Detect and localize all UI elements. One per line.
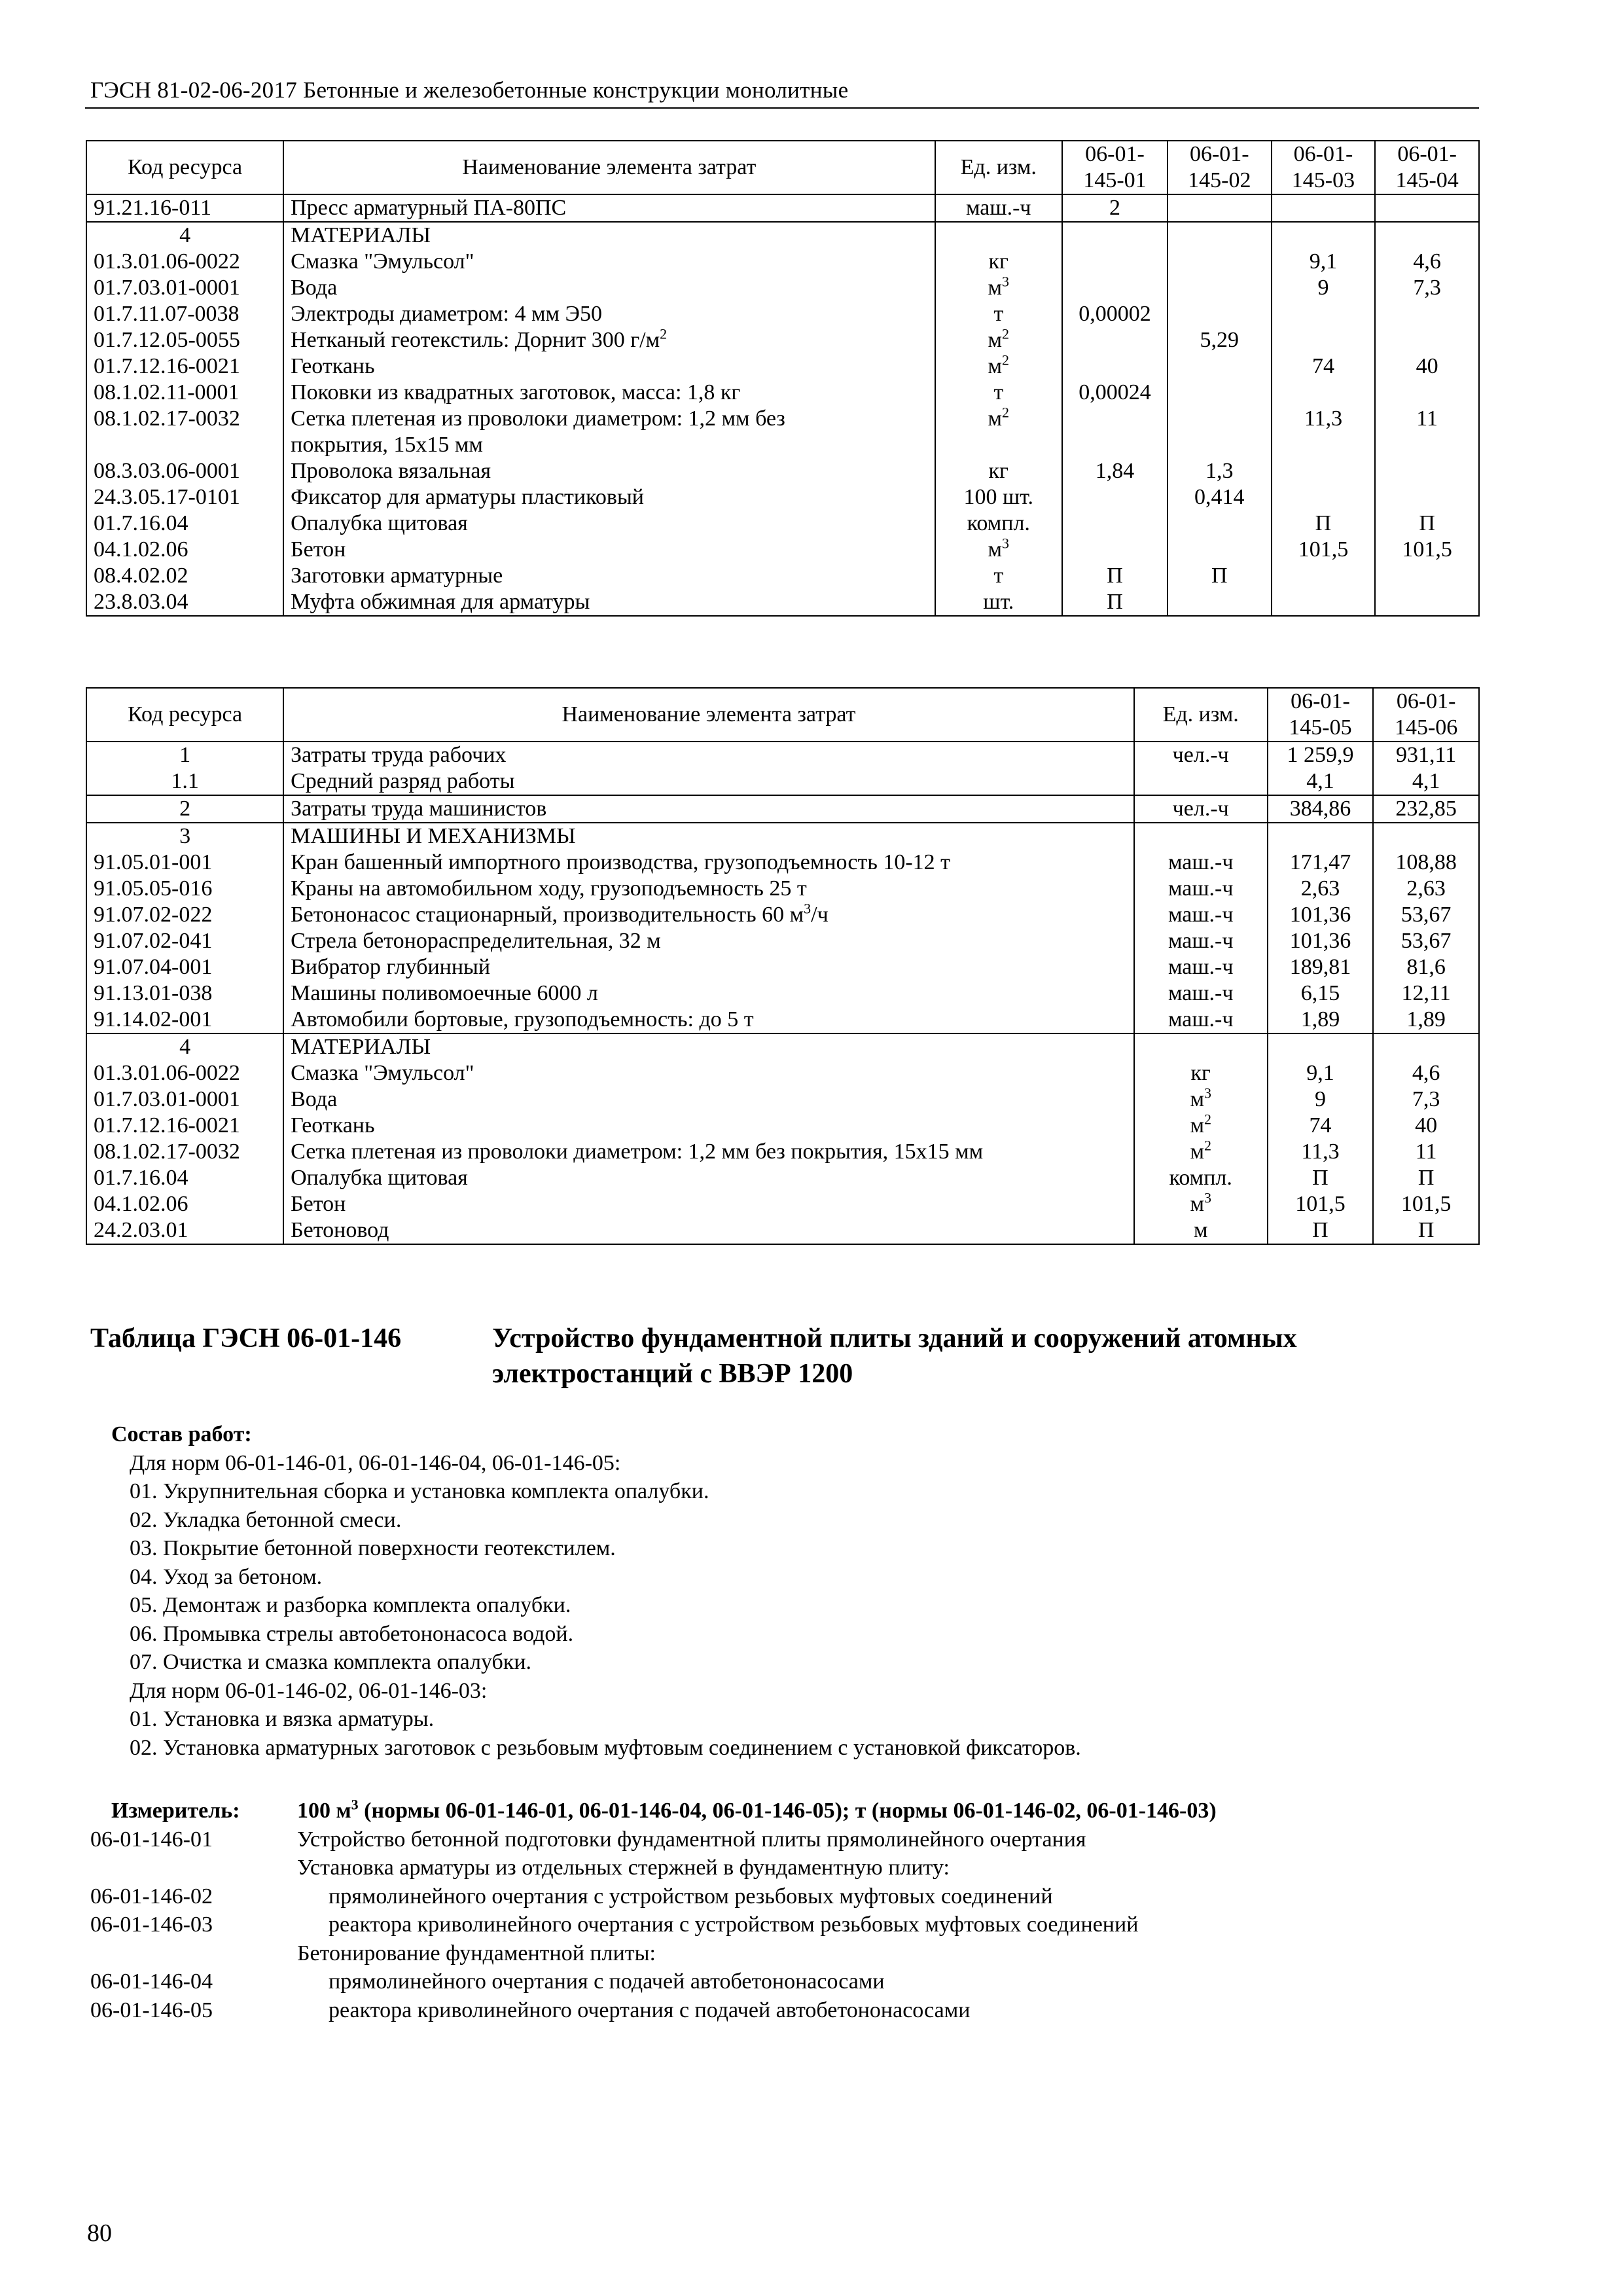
- norm-value: 101,36: [1268, 928, 1374, 954]
- column-header: 06-01- 145-04: [1375, 141, 1479, 194]
- work-composition-list: [110, 1449, 1081, 1763]
- resource-code: 24.3.05.17-0101: [86, 484, 283, 511]
- norm-value: [1272, 380, 1376, 406]
- cost-element-name: Поковки из квадратных заготовок, масса: 1,8 кг: [283, 380, 935, 406]
- norm-item: [90, 1967, 1491, 1996]
- table-row: [86, 876, 1479, 902]
- norm-value: [1168, 301, 1272, 327]
- work-item: Для норм 06-01-146-02, 06-01-146-03:: [130, 1678, 488, 1703]
- cost-element-name: Сетка плетеная из проволоки диаметром: 1,2 мм без покрытия, 15х15 мм: [283, 1139, 1134, 1165]
- norm-value: [1168, 406, 1272, 458]
- cost-element-name: Фиксатор для арматуры пластиковый: [283, 484, 935, 511]
- resource-code: 91.05.01-001: [86, 850, 283, 876]
- norm-value: 6,15: [1268, 980, 1374, 1007]
- table-row: [86, 301, 1479, 327]
- resource-code: 01.3.01.06-0022: [86, 249, 283, 275]
- norm-code: 06-01-146-04: [90, 1969, 213, 1994]
- norm-value: [1168, 353, 1272, 380]
- work-item: 02. Укладка бетонной смеси.: [130, 1507, 402, 1532]
- column-header: Наименование элемента затрат: [283, 688, 1134, 742]
- resource-table-145-05-06: [86, 687, 1480, 1245]
- unit: $м^2$: [935, 327, 1063, 353]
- work-composition-heading: Состав работ:: [111, 1422, 252, 1446]
- resource-code: 23.8.03.04: [86, 589, 283, 616]
- norm-value: 101,5: [1268, 1191, 1374, 1217]
- cost-element-name: Проволока вязальная: [283, 458, 935, 484]
- resource-code: 91.05.05-016: [86, 876, 283, 902]
- cost-element-name: Вода: [283, 275, 935, 301]
- norm-value: П: [1268, 1165, 1374, 1191]
- norm-value: [1373, 823, 1479, 850]
- norm-value: [1062, 275, 1168, 301]
- norm-value: 101,36: [1268, 902, 1374, 928]
- cost-element-name: Бетон: [283, 1191, 1134, 1217]
- measurement-label: Измеритель:: [111, 1799, 240, 1823]
- resource-code: 91.07.04-001: [86, 954, 283, 980]
- resource-code: 91.13.01-038: [86, 980, 283, 1007]
- unit: $м^3$: [1134, 1086, 1268, 1113]
- table-row: [86, 194, 1479, 222]
- norm-value: 40: [1375, 353, 1479, 380]
- unit: чел.-ч: [1134, 795, 1268, 823]
- work-item: 02. Установка арматурных заготовок с резьбовым муфтовым соединением с установкой фиксаторов.: [130, 1735, 1081, 1760]
- resource-code: 2: [86, 795, 283, 823]
- unit: маш.-ч: [1134, 876, 1268, 902]
- norm-value: 101,5: [1272, 537, 1376, 563]
- norm-value: [1168, 194, 1272, 222]
- table-row: [86, 795, 1479, 823]
- resource-code: 01.7.16.04: [86, 1165, 283, 1191]
- unit: кг: [935, 249, 1063, 275]
- norm-value: 11,3: [1272, 406, 1376, 458]
- work-item: 04. Уход за бетоном.: [130, 1564, 323, 1589]
- table-row: [86, 980, 1479, 1007]
- norm-value: 1,84: [1062, 458, 1168, 484]
- resource-code: 01.7.12.16-0021: [86, 1113, 283, 1139]
- work-item: Для норм 06-01-146-01, 06-01-146-04, 06-01-146-05:: [130, 1450, 621, 1475]
- norm-value: [1062, 249, 1168, 275]
- unit: $м^2$: [935, 406, 1063, 458]
- norm-value: [1272, 301, 1376, 327]
- norm-value: [1168, 275, 1272, 301]
- cost-element-name: Бетононасос стационарный, производительность 60 $м^3/ч$: [283, 902, 1134, 928]
- norm-value: [1272, 484, 1376, 511]
- column-header: 06-01- 145-06: [1373, 688, 1479, 742]
- norm-value: 1,89: [1268, 1007, 1374, 1033]
- norm-value: [1062, 484, 1168, 511]
- norm-item: [90, 1996, 1491, 2025]
- cost-element-name: Вода: [283, 1086, 1134, 1113]
- norm-value: [1268, 1033, 1374, 1060]
- table-header-row: [86, 688, 1479, 742]
- column-header: 06-01- 145-02: [1168, 141, 1272, 194]
- unit: маш.-ч: [1134, 1007, 1268, 1033]
- norm-value: [1272, 327, 1376, 353]
- norm-item: [90, 1910, 1491, 1939]
- norm-value: [1375, 194, 1479, 222]
- resource-code: 01.7.12.05-0055: [86, 327, 283, 353]
- resource-code: 08.4.02.02: [86, 563, 283, 589]
- table-row: [86, 511, 1479, 537]
- resource-code: 91.21.16-011: [86, 194, 283, 222]
- norm-value: [1168, 511, 1272, 537]
- norm-value: [1272, 589, 1376, 616]
- table-row: [86, 458, 1479, 484]
- table-row: [86, 1191, 1479, 1217]
- norm-value: [1375, 327, 1479, 353]
- table-row: [86, 1113, 1479, 1139]
- norm-description: реактора криволинейного очертания с подачей автобетононасосами: [329, 1998, 971, 2022]
- cost-element-name: Геоткань: [283, 353, 935, 380]
- cost-element-name: Опалубка щитовая: [283, 1165, 1134, 1191]
- norm-value: 0,00002: [1062, 301, 1168, 327]
- unit: маш.-ч: [1134, 954, 1268, 980]
- norm-value: 81,6: [1373, 954, 1479, 980]
- resource-code: 08.1.02.17-0032: [86, 1139, 283, 1165]
- resource-code: 01.7.16.04: [86, 511, 283, 537]
- norm-value: 40: [1373, 1113, 1479, 1139]
- norm-value: 53,67: [1373, 928, 1479, 954]
- norm-value: П: [1375, 511, 1479, 537]
- norm-value: 1,3: [1168, 458, 1272, 484]
- column-header: Наименование элемента затрат: [283, 141, 935, 194]
- norm-description: Устройство бетонной подготовки фундаментной плиты прямолинейного очертания: [297, 1827, 1086, 1852]
- norm-item: [90, 1939, 1491, 1968]
- cost-element-name: Пресс арматурный ПА-80ПС: [283, 194, 935, 222]
- table-row: [86, 742, 1479, 768]
- table-title: Устройство фундаментной плиты зданий и сооружений атомных электростанций с ВВЭР 1200: [492, 1323, 1297, 1389]
- cost-element-name: Кран башенный импортного производства, грузоподъемность 10-12 т: [283, 850, 1134, 876]
- norm-value: П: [1373, 1217, 1479, 1244]
- unit: т: [935, 563, 1063, 589]
- norm-value: [1272, 458, 1376, 484]
- table-header-row: [86, 141, 1479, 194]
- table-row: [86, 406, 1479, 458]
- norm-value: [1375, 458, 1479, 484]
- norm-value: [1168, 249, 1272, 275]
- table-row: [86, 484, 1479, 511]
- resource-code: 01.7.11.07-0038: [86, 301, 283, 327]
- cost-element-name: Смазка "Эмульсол": [283, 249, 935, 275]
- norm-value: 108,88: [1373, 850, 1479, 876]
- table-row: [86, 1086, 1479, 1113]
- cost-element-name: Нетканый геотекстиль: Дорнит 300 $г/м^2$: [283, 327, 935, 353]
- table-row: [86, 563, 1479, 589]
- norm-value: [1168, 537, 1272, 563]
- norm-description: прямолинейного очертания с подачей автобетононасосами: [329, 1969, 885, 1994]
- norm-value: П: [1062, 589, 1168, 616]
- table-row: [86, 1007, 1479, 1033]
- unit: маш.-ч: [935, 194, 1063, 222]
- norm-value: 1,89: [1373, 1007, 1479, 1033]
- unit: $м^2$: [1134, 1113, 1268, 1139]
- measurement-value: 100 $м^3$ (нормы 06-01-146-01, 06-01-146-04, 06-01-146-05); т (нормы 06-01-146-02, 06-01-146-03): [297, 1796, 1217, 1823]
- column-header: Код ресурса: [86, 141, 283, 194]
- norm-value: [1268, 823, 1374, 850]
- norm-value: 9,1: [1268, 1060, 1374, 1086]
- cost-element-name: Муфта обжимная для арматуры: [283, 589, 935, 616]
- norm-value: 2: [1062, 194, 1168, 222]
- unit: маш.-ч: [1134, 928, 1268, 954]
- norm-value: 384,86: [1268, 795, 1374, 823]
- resource-code: 91.14.02-001: [86, 1007, 283, 1033]
- column-header: Ед. изм.: [935, 141, 1063, 194]
- norm-value: 11,3: [1268, 1139, 1374, 1165]
- column-header: 06-01- 145-05: [1268, 688, 1374, 742]
- norm-value: [1272, 222, 1376, 249]
- unit: кг: [935, 458, 1063, 484]
- norm-item: [90, 1825, 1491, 1854]
- resource-code: 4: [86, 1033, 283, 1060]
- resource-table-145-01-04: [86, 140, 1480, 617]
- norm-value: 11: [1373, 1139, 1479, 1165]
- cost-element-name: Электроды диаметром: 4 мм Э50: [283, 301, 935, 327]
- section-row: [86, 1033, 1479, 1060]
- norm-value: 1 259,9: [1268, 742, 1374, 768]
- norm-value: 9: [1272, 275, 1376, 301]
- resource-code: 3: [86, 823, 283, 850]
- unit: чел.-ч: [1134, 742, 1268, 768]
- norm-value: 9,1: [1272, 249, 1376, 275]
- table-row: [86, 1165, 1479, 1191]
- norm-description: Бетонирование фундаментной плиты:: [297, 1941, 656, 1965]
- cost-element-name: Сетка плетеная из проволоки диаметром: 1,2 мм без покрытия, 15х15 мм: [283, 406, 935, 458]
- norm-value: 12,11: [1373, 980, 1479, 1007]
- section-row: [86, 823, 1479, 850]
- norm-value: 9: [1268, 1086, 1374, 1113]
- resource-code: 1: [86, 742, 283, 768]
- unit: $м^3$: [935, 537, 1063, 563]
- norm-value: 4,1: [1373, 768, 1479, 795]
- table-row: [86, 954, 1479, 980]
- resource-code: 08.1.02.17-0032: [86, 406, 283, 458]
- norm-value: [1168, 222, 1272, 249]
- norm-value: [1168, 589, 1272, 616]
- norm-value: [1272, 194, 1376, 222]
- norm-value: [1062, 327, 1168, 353]
- norm-value: 4,1: [1268, 768, 1374, 795]
- norm-value: П: [1268, 1217, 1374, 1244]
- unit: маш.-ч: [1134, 850, 1268, 876]
- norm-value: 101,5: [1373, 1191, 1479, 1217]
- cost-element-name: Заготовки арматурные: [283, 563, 935, 589]
- table-row: [86, 850, 1479, 876]
- norm-value: 53,67: [1373, 902, 1479, 928]
- unit: м: [1134, 1217, 1268, 1244]
- work-item: 03. Покрытие бетонной поверхности геотекстилем.: [130, 1536, 616, 1560]
- norm-value: [1062, 406, 1168, 458]
- norm-code: 06-01-146-03: [90, 1912, 213, 1937]
- cost-element-name: Затраты труда машинистов: [283, 795, 1134, 823]
- unit: [1134, 823, 1268, 850]
- unit: маш.-ч: [1134, 902, 1268, 928]
- column-header: 06-01- 145-03: [1272, 141, 1376, 194]
- cost-element-name: Средний разряд работы: [283, 768, 1134, 795]
- work-item: 05. Демонтаж и разборка комплекта опалубки.: [130, 1593, 571, 1617]
- table-row: [86, 380, 1479, 406]
- norm-value: 232,85: [1373, 795, 1479, 823]
- resource-code: 4: [86, 222, 283, 249]
- norm-value: [1062, 353, 1168, 380]
- table-row: [86, 768, 1479, 795]
- unit: т: [935, 301, 1063, 327]
- table-row: [86, 327, 1479, 353]
- norm-value: П: [1062, 563, 1168, 589]
- table-number: Таблица ГЭСН 06-01-146: [90, 1323, 402, 1354]
- table-row: [86, 928, 1479, 954]
- work-item: 01. Установка и вязка арматуры.: [130, 1707, 435, 1731]
- cost-element-name: Машины поливомоечные 6000 л: [283, 980, 1134, 1007]
- resource-code: 08.1.02.11-0001: [86, 380, 283, 406]
- norm-description: прямолинейного очертания с устройством резьбовых муфтовых соединений: [329, 1884, 1053, 1909]
- work-composition: [110, 1420, 1081, 1762]
- cost-element-name: Опалубка щитовая: [283, 511, 935, 537]
- table-row: [86, 537, 1479, 563]
- work-item: 01. Укрупнительная сборка и установка комплекта опалубки.: [130, 1479, 709, 1503]
- norm-value: [1168, 380, 1272, 406]
- resource-code: 91.07.02-041: [86, 928, 283, 954]
- norm-value: 7,3: [1375, 275, 1479, 301]
- norm-code: 06-01-146-01: [90, 1827, 213, 1852]
- column-header: 06-01- 145-01: [1062, 141, 1168, 194]
- norm-value: 171,47: [1268, 850, 1374, 876]
- resource-code: 08.3.03.06-0001: [86, 458, 283, 484]
- unit: шт.: [935, 589, 1063, 616]
- unit: маш.-ч: [1134, 980, 1268, 1007]
- norm-code: 06-01-146-05: [90, 1998, 213, 2022]
- cost-element-name: Бетоновод: [283, 1217, 1134, 1244]
- unit: $м^3$: [1134, 1191, 1268, 1217]
- norm-value: 101,5: [1375, 537, 1479, 563]
- norm-value: [1375, 301, 1479, 327]
- norm-value: 11: [1375, 406, 1479, 458]
- norm-value: 931,11: [1373, 742, 1479, 768]
- norm-value: 0,00024: [1062, 380, 1168, 406]
- norm-value: [1062, 511, 1168, 537]
- norm-value: 74: [1272, 353, 1376, 380]
- norm-value: 0,414: [1168, 484, 1272, 511]
- header-rule: [85, 107, 1479, 109]
- document-header-title: ГЭСН 81-02-06-2017 Бетонные и железобетонные конструкции монолитные: [90, 77, 849, 103]
- column-header: Ед. изм.: [1134, 688, 1268, 742]
- table-row: [86, 1217, 1479, 1244]
- norm-value: 7,3: [1373, 1086, 1479, 1113]
- resource-code: 24.2.03.01: [86, 1217, 283, 1244]
- table-row: [86, 589, 1479, 616]
- unit: [1134, 768, 1268, 795]
- resource-code: 01.7.03.01-0001: [86, 1086, 283, 1113]
- norm-value: [1375, 589, 1479, 616]
- norm-item: [90, 1882, 1491, 1911]
- norm-value: П: [1272, 511, 1376, 537]
- norm-value: [1062, 222, 1168, 249]
- table-row: [86, 902, 1479, 928]
- norm-value: [1375, 563, 1479, 589]
- table-row: [86, 353, 1479, 380]
- cost-element-name: Геоткань: [283, 1113, 1134, 1139]
- norm-value: [1272, 563, 1376, 589]
- norm-code: 06-01-146-02: [90, 1884, 213, 1909]
- norm-value: 4,6: [1375, 249, 1479, 275]
- cost-element-name: МАТЕРИАЛЫ: [283, 1033, 1134, 1060]
- cost-element-name: Стрела бетонораспределительная, 32 м: [283, 928, 1134, 954]
- section-row: [86, 222, 1479, 249]
- unit: $м^2$: [1134, 1139, 1268, 1165]
- unit: $м^3$: [935, 275, 1063, 301]
- norm-value: 2,63: [1373, 876, 1479, 902]
- unit: т: [935, 380, 1063, 406]
- measurement-unit-block: [90, 1797, 1491, 2024]
- resource-code: 91.07.02-022: [86, 902, 283, 928]
- resource-code: 01.3.01.06-0022: [86, 1060, 283, 1086]
- unit: $м^2$: [935, 353, 1063, 380]
- unit: кг: [1134, 1060, 1268, 1086]
- norm-value: [1373, 1033, 1479, 1060]
- norm-value: 189,81: [1268, 954, 1374, 980]
- table-row: [86, 1060, 1479, 1086]
- norm-value: [1062, 537, 1168, 563]
- cost-element-name: Смазка "Эмульсол": [283, 1060, 1134, 1086]
- unit: [935, 222, 1063, 249]
- work-item: 06. Промывка стрелы автобетононасоса водой.: [130, 1621, 574, 1646]
- norm-value: [1375, 380, 1479, 406]
- cost-element-name: Затраты труда рабочих: [283, 742, 1134, 768]
- work-item: 07. Очистка и смазка комплекта опалубки.: [130, 1650, 532, 1674]
- norm-value: 2,63: [1268, 876, 1374, 902]
- cost-element-name: МАТЕРИАЛЫ: [283, 222, 935, 249]
- table-row: [86, 275, 1479, 301]
- norm-value: П: [1168, 563, 1272, 589]
- unit: 100 шт.: [935, 484, 1063, 511]
- page-number: 80: [87, 2219, 112, 2247]
- norm-value: [1375, 222, 1479, 249]
- norm-value: 4,6: [1373, 1060, 1479, 1086]
- norm-description: Установка арматуры из отдельных стержней в фундаментную плиту:: [297, 1856, 950, 1880]
- cost-element-name: Бетон: [283, 537, 935, 563]
- cost-element-name: МАШИНЫ И МЕХАНИЗМЫ: [283, 823, 1134, 850]
- resource-code: 04.1.02.06: [86, 1191, 283, 1217]
- resource-code: 04.1.02.06: [86, 537, 283, 563]
- norm-description: реактора криволинейного очертания с устройством резьбовых муфтовых соединений: [329, 1912, 1139, 1937]
- norm-value: П: [1373, 1165, 1479, 1191]
- unit: компл.: [1134, 1165, 1268, 1191]
- unit: [1134, 1033, 1268, 1060]
- resource-code: 01.7.12.16-0021: [86, 353, 283, 380]
- unit: компл.: [935, 511, 1063, 537]
- resource-code: 01.7.03.01-0001: [86, 275, 283, 301]
- norm-value: 5,29: [1168, 327, 1272, 353]
- norm-value: [1375, 484, 1479, 511]
- table-row: [86, 1139, 1479, 1165]
- cost-element-name: Краны на автомобильном ходу, грузоподъемность 25 т: [283, 876, 1134, 902]
- cost-element-name: Вибратор глубинный: [283, 954, 1134, 980]
- norm-list: [90, 1825, 1491, 2025]
- column-header: Код ресурса: [86, 688, 283, 742]
- cost-element-name: Автомобили бортовые, грузоподъемность: до 5 т: [283, 1007, 1134, 1033]
- table-row: [86, 249, 1479, 275]
- norm-item: [90, 1854, 1491, 1882]
- resource-code: 1.1: [86, 768, 283, 795]
- norm-value: 74: [1268, 1113, 1374, 1139]
